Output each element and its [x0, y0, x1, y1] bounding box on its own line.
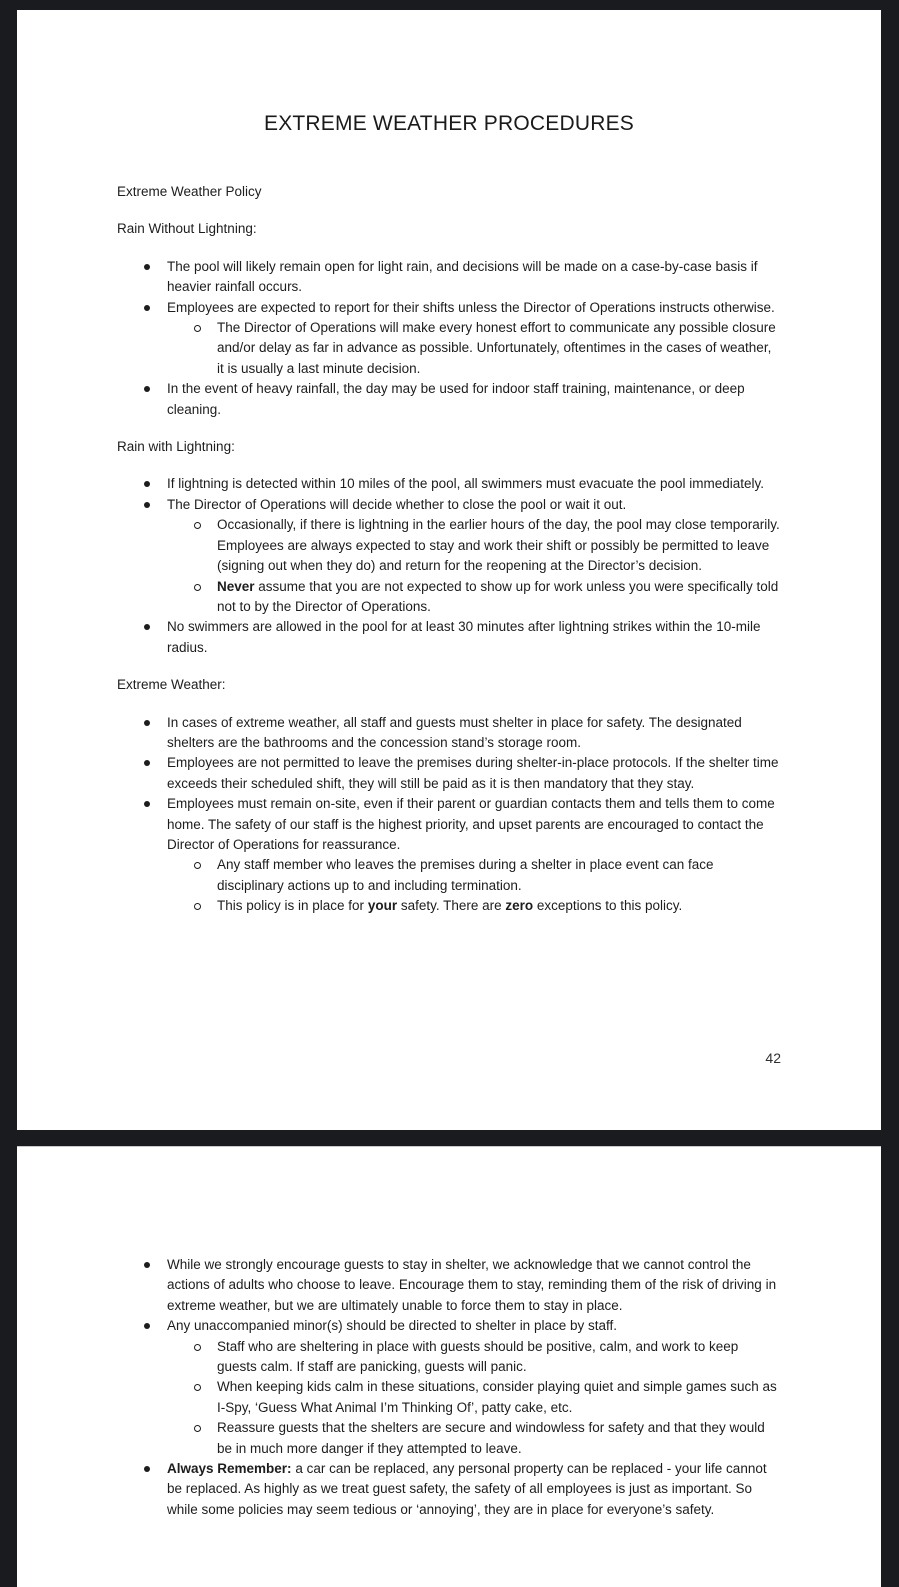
paragraph: Rain with Lightning:	[117, 439, 235, 455]
disc-bullet-icon	[144, 720, 150, 726]
list-item-text: Employees are expected to report for their shifts unless the Director of Operations instructs otherwise.	[167, 299, 775, 315]
list-item	[117, 896, 781, 916]
paragraph: Extreme Weather:	[117, 677, 226, 693]
list-item	[117, 617, 781, 658]
disc-bullet-icon	[144, 760, 150, 766]
list-item	[117, 318, 781, 379]
circle-bullet-icon	[194, 522, 201, 529]
list-item	[117, 855, 781, 896]
bullet-list	[117, 257, 781, 420]
list-item	[117, 1316, 781, 1336]
page-1	[17, 10, 881, 1130]
disc-bullet-icon	[144, 624, 150, 630]
list-item	[117, 753, 781, 794]
list-item-text: If lightning is detected within 10 miles of the pool, all swimmers must evacuate the pool immediately.	[167, 476, 765, 492]
list-item-text: Employees must remain on-site, even if their parent or guardian contacts them and tells them to come home. The safety of our staff is the highest priority, and upset parents are encouraged to contact the Director of Operations for reassurance.	[167, 796, 775, 852]
list-item	[117, 1418, 781, 1459]
circle-bullet-icon	[194, 584, 201, 591]
list-item-text: Any unaccompanied minor(s) should be directed to shelter in place by staff.	[167, 1318, 617, 1334]
circle-bullet-icon	[194, 1384, 201, 1391]
disc-bullet-icon	[144, 1466, 150, 1472]
list-item	[117, 1377, 781, 1418]
list-item	[117, 713, 781, 754]
list-item	[117, 577, 781, 618]
list-item	[117, 515, 781, 576]
disc-bullet-icon	[144, 264, 150, 270]
list-item	[117, 495, 781, 515]
page-2-content	[117, 1255, 781, 1520]
disc-bullet-icon	[144, 305, 150, 311]
list-item-text: In cases of extreme weather, all staff and guests must shelter in place for safety. The designated shelters are the bathrooms and the concession stand’s storage room.	[167, 714, 742, 750]
list-item	[117, 794, 781, 855]
disc-bullet-icon	[144, 1262, 150, 1268]
bullet-list	[117, 713, 781, 917]
page-number: 42	[765, 1050, 781, 1066]
disc-bullet-icon	[144, 1323, 150, 1329]
list-item-text: This policy is in place for your safety. There are zero exceptions to this policy.	[217, 898, 683, 914]
list-item-text: When keeping kids calm in these situations, consider playing quiet and simple games such as I-Spy, ‘Guess What Animal I’m Thinking Of’, patty cake, etc.	[217, 1379, 777, 1415]
disc-bullet-icon	[144, 481, 150, 487]
list-item-text: Reassure guests that the shelters are secure and windowless for safety and that they would be in much more danger if they attempted to leave.	[217, 1420, 765, 1456]
circle-bullet-icon	[194, 1344, 201, 1351]
document-title: EXTREME WEATHER PROCEDURES	[263, 112, 634, 135]
list-item-text: The Director of Operations will make every honest effort to communicate any possible closure and/or delay as far in advance as possible. Unfortunately, oftentimes in the cases of weather, it is usually a last minute decision.	[217, 320, 776, 376]
list-item-text: Always Remember: a car can be replaced, any personal property can be replaced - your life cannot be replaced. As highly as we treat guest safety, the safety of all employees is just as important. So while some policies may seem tedious or ‘annoying’, they are in place for everyone’s safety.	[167, 1461, 767, 1517]
list-item	[117, 298, 781, 318]
list-item	[117, 1459, 781, 1520]
disc-bullet-icon	[144, 801, 150, 807]
bullet-list	[117, 1255, 781, 1520]
list-item-text: Occasionally, if there is lightning in the earlier hours of the day, the pool may close temporarily. Employees are always expected to stay and work their shift or possibly be permitted to leave (signing out when they do) and return for the reopening at the Director’s decision.	[217, 517, 780, 574]
list-item-text: In the event of heavy rainfall, the day may be used for indoor staff training, maintenance, or deep cleaning.	[167, 381, 745, 417]
circle-bullet-icon	[194, 325, 201, 332]
list-item-text: Staff who are sheltering in place with guests should be positive, calm, and work to keep guests calm. If staff are panicking, guests will panic.	[217, 1338, 739, 1375]
bullet-list	[117, 474, 781, 658]
list-item	[117, 379, 781, 420]
list-item-text: While we strongly encourage guests to stay in shelter, we acknowledge that we cannot control the actions of adults who choose to leave. Encourage them to stay, reminding them of the risk of driving in extreme weather, but we are ultimately unable to force them to stay in place.	[167, 1257, 777, 1313]
paragraph: Extreme Weather Policy	[117, 184, 262, 199]
disc-bullet-icon	[144, 386, 150, 392]
page-2	[17, 1146, 881, 1587]
list-item	[117, 257, 781, 298]
list-item-text: The Director of Operations will decide whether to close the pool or wait it out.	[167, 496, 627, 512]
page-gap	[0, 1130, 899, 1146]
list-item-text: No swimmers are allowed in the pool for at least 30 minutes after lightning strikes within the 10-mile radius.	[167, 619, 761, 655]
list-item-text: Never assume that you are not expected to show up for work unless you were specifically told not to by the Director of Operations.	[217, 578, 779, 614]
list-item	[117, 474, 781, 494]
list-item-text: Any staff member who leaves the premises during a shelter in place event can face disciplinary actions up to and including termination.	[217, 857, 714, 893]
circle-bullet-icon	[194, 1425, 201, 1432]
list-item	[117, 1337, 781, 1378]
circle-bullet-icon	[194, 862, 201, 869]
list-item	[117, 1255, 781, 1316]
page-1-content	[117, 182, 781, 917]
list-item-text: Employees are not permitted to leave the premises during shelter-in-place protocols. If the shelter time exceeds their scheduled shift, they will still be paid as it is then mandatory that they stay.	[167, 755, 779, 791]
paragraph: Rain Without Lightning:	[117, 221, 257, 237]
disc-bullet-icon	[144, 502, 150, 508]
circle-bullet-icon	[194, 903, 201, 910]
list-item-text: The pool will likely remain open for light rain, and decisions will be made on a case-by-case basis if heavier rainfall occurs.	[167, 258, 758, 295]
